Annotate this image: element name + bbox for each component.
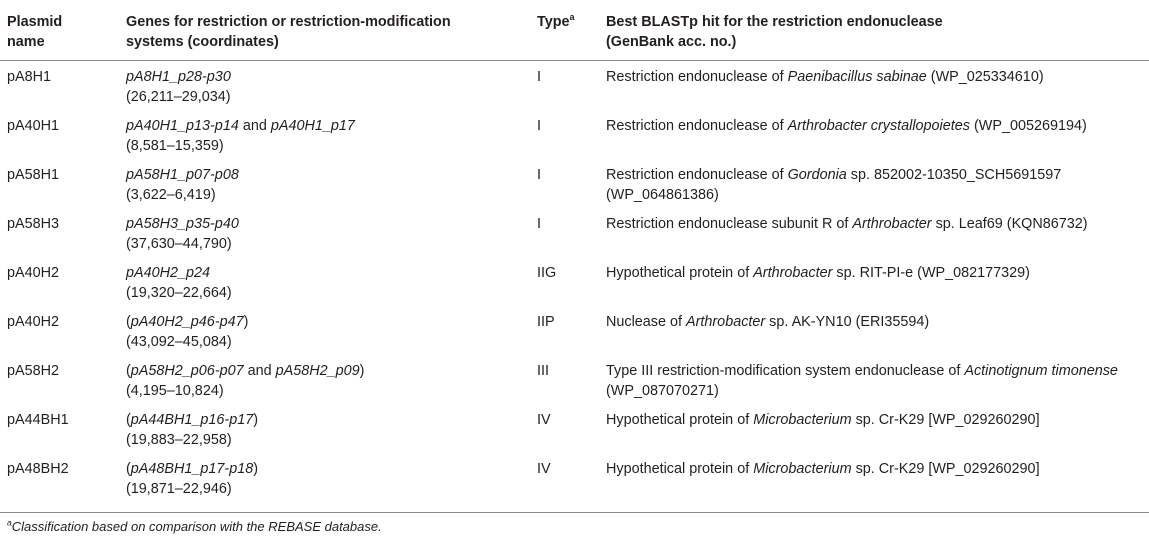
blastp-hit-segment: Arthrobacter [852, 216, 932, 232]
blastp-hit-segment: Microbacterium [753, 412, 852, 428]
blastp-hit-segment: Arthrobacter crystallopoietes [787, 118, 970, 134]
blastp-hit-cell [606, 165, 1061, 205]
blastp-hit-segment: Arthrobacter [686, 314, 766, 330]
plasmid-name-cell [7, 263, 59, 283]
type-cell [537, 263, 556, 283]
type-cell [537, 165, 541, 185]
genes-cell [126, 214, 239, 254]
blastp-hit-cell [606, 361, 1118, 401]
plasmid-name: pA44BH1 [7, 412, 69, 428]
blastp-hit-line [606, 185, 1061, 205]
plasmid-name: pA58H2 [7, 363, 60, 379]
genes-cell [126, 116, 355, 156]
gene-identifiers [126, 459, 258, 479]
gene-segment: pA58H2_p09 [275, 363, 360, 379]
blastp-hit-cell [606, 67, 1044, 87]
blastp-hit-segment: (WP_064861386) [606, 187, 719, 203]
gene-coordinates: (19,883–22,958) [126, 432, 232, 448]
blastp-hit-segment: Restriction endonuclease of [606, 69, 788, 85]
genes-cell [126, 67, 231, 107]
table-row [0, 257, 1149, 306]
blastp-hit-segment: Hypothetical protein of [606, 461, 754, 477]
plasmid-name: pA58H1 [7, 167, 60, 183]
rm-type: I [537, 216, 541, 232]
header-genes: Genes for restriction or restriction-modification systems (coordinates) [126, 14, 451, 50]
gene-segment: pA40H1_p17 [270, 118, 355, 134]
blastp-hit-segment: sp. Leaf69 (KQN86732) [931, 216, 1088, 232]
blastp-hit-cell [606, 312, 929, 332]
gene-coordinates: (37,630–44,790) [126, 236, 232, 252]
blastp-hit-segment: Paenibacillus sabinae [787, 69, 927, 85]
rm-type: IIP [537, 314, 555, 330]
header-type: Type$^a$ [537, 12, 575, 30]
gene-segment: pA58H3_p35-p40 [126, 216, 239, 232]
gene-segment: pA44BH1_p16-p17 [130, 412, 254, 428]
table-row [0, 208, 1149, 257]
plasmid-name: pA40H2 [7, 265, 60, 281]
table-row [0, 404, 1149, 453]
blastp-hit-segment: Type III restriction-modification system endonuclease of [606, 363, 965, 379]
blastp-hit-cell [606, 410, 1040, 430]
plasmid-name: pA58H3 [7, 216, 60, 232]
gene-coordinates: (19,320–22,664) [126, 285, 232, 301]
type-cell [537, 459, 551, 479]
footnote-text: Classification based on comparison with the REBASE database. [11, 519, 382, 534]
gene-identifiers [126, 214, 239, 234]
rm-type: I [537, 167, 541, 183]
gene-coordinates: (43,092–45,084) [126, 334, 232, 350]
blastp-hit-segment: Restriction endonuclease subunit R of [606, 216, 853, 232]
header-type-footnote-marker: a [569, 12, 575, 23]
plasmid-name: pA40H2 [7, 314, 60, 330]
gene-segment: ) [253, 412, 259, 428]
plasmid-name: pA40H1 [7, 118, 60, 134]
blastp-hit-segment: sp. Cr-K29 [WP_029260290] [851, 412, 1040, 428]
genes-cell [126, 312, 248, 352]
header-blastp-hit: Best BLASTp hit for the restriction endonuclease (GenBank acc. no.) [606, 14, 943, 50]
plasmid-name-cell [7, 214, 59, 234]
type-cell [537, 312, 555, 332]
blastp-hit-cell [606, 214, 1088, 234]
gene-identifiers [126, 116, 355, 136]
header-plasmid-name: Plasmid name [7, 14, 63, 50]
table-bottom-rule [0, 512, 1149, 513]
gene-segment: ) [253, 461, 259, 477]
blastp-hit-segment: sp. AK-YN10 (ERI35594) [765, 314, 930, 330]
gene-segment: ( [126, 314, 131, 330]
blastp-hit-segment: Restriction endonuclease of [606, 167, 788, 183]
blastp-hit-segment: Arthrobacter [753, 265, 833, 281]
blastp-hit-cell [606, 459, 1040, 479]
blastp-hit-segment: Hypothetical protein of [606, 412, 754, 428]
blastp-hit-line [606, 459, 1040, 479]
gene-identifiers [126, 361, 364, 381]
type-cell [537, 361, 549, 381]
gene-segment: and [243, 363, 276, 379]
table-row [0, 61, 1149, 110]
plasmid-name-cell [7, 165, 59, 185]
gene-segment: ( [126, 461, 131, 477]
plasmid-name-cell [7, 361, 59, 381]
blastp-hit-segment: (WP_087070271) [606, 383, 719, 399]
gene-coordinates: (8,581–15,359) [126, 138, 224, 154]
blastp-hit-segment: Actinotignum timonense [964, 363, 1118, 379]
blastp-hit-cell [606, 263, 1030, 283]
gene-segment: pA40H2_p24 [126, 265, 211, 281]
blastp-hit-segment: Microbacterium [753, 461, 852, 477]
gene-segment: pA58H2_p06-p07 [130, 363, 244, 379]
table-body [0, 61, 1149, 502]
blastp-hit-segment: Nuclease of [606, 314, 686, 330]
genes-cell [126, 361, 364, 401]
gene-identifiers [126, 263, 232, 283]
gene-segment: pA48BH1_p17-p18 [130, 461, 254, 477]
gene-identifiers [126, 410, 258, 430]
plasmid-name-cell [7, 312, 59, 332]
type-cell [537, 410, 551, 430]
blastp-hit-segment: Hypothetical protein of [606, 265, 754, 281]
footnote-marker: a [7, 517, 12, 528]
gene-segment: pA8H1_p28-p30 [126, 69, 231, 85]
gene-coordinates: (3,622–6,419) [126, 187, 216, 203]
plasmid-name-cell [7, 410, 69, 430]
gene-identifiers [126, 312, 248, 332]
blastp-hit-segment: sp. 852002-10350_SCH5691597 [846, 167, 1062, 183]
genes-cell [126, 165, 239, 205]
blastp-hit-line [606, 381, 1118, 401]
gene-coordinates: (26,211–29,034) [126, 89, 231, 105]
table-footnote [7, 518, 382, 536]
plasmid-name-cell [7, 116, 59, 136]
blastp-hit-line [606, 116, 1087, 136]
genes-cell [126, 459, 258, 499]
table-row [0, 453, 1149, 502]
table-row [0, 110, 1149, 159]
rm-type: I [537, 118, 541, 134]
gene-coordinates: (4,195–10,824) [126, 383, 224, 399]
plasmid-name-cell [7, 459, 69, 479]
blastp-hit-line [606, 214, 1088, 234]
table-row [0, 306, 1149, 355]
type-cell [537, 67, 541, 87]
gene-segment: ( [126, 363, 131, 379]
gene-coordinates: (19,871–22,946) [126, 481, 232, 497]
plasmid-name: pA48BH2 [7, 461, 69, 477]
table-row [0, 355, 1149, 404]
rm-type: IIG [537, 265, 557, 281]
rm-type: IV [537, 461, 551, 477]
blastp-hit-line [606, 165, 1061, 185]
blastp-hit-line [606, 410, 1040, 430]
rm-type: I [537, 69, 541, 85]
blastp-hit-line [606, 361, 1118, 381]
blastp-hit-line [606, 312, 929, 332]
blastp-hit-segment: sp. Cr-K29 [WP_029260290] [851, 461, 1040, 477]
type-cell [537, 214, 541, 234]
blastp-hit-line [606, 263, 1030, 283]
blastp-hit-cell [606, 116, 1087, 136]
gene-segment: pA40H1_p13-p14 [126, 118, 239, 134]
rm-type: III [537, 363, 549, 379]
blastp-hit-line [606, 67, 1044, 87]
gene-identifiers [126, 165, 239, 185]
genes-cell [126, 410, 258, 450]
blastp-hit-segment: (WP_005269194) [969, 118, 1087, 134]
gene-segment: and [238, 118, 271, 134]
plasmid-name: pA8H1 [7, 69, 52, 85]
table-row [0, 159, 1149, 208]
plasmid-name-cell [7, 67, 51, 87]
blastp-hit-segment: sp. RIT-PI-e (WP_082177329) [832, 265, 1030, 281]
rm-type: IV [537, 412, 551, 428]
gene-segment: pA58H1_p07-p08 [126, 167, 239, 183]
gene-segment: pA40H2_p46-p47 [130, 314, 244, 330]
genes-cell [126, 263, 232, 303]
gene-segment: ( [126, 412, 131, 428]
gene-segment: ) [359, 363, 365, 379]
blastp-hit-segment: Gordonia [787, 167, 847, 183]
gene-identifiers [126, 67, 231, 87]
blastp-hit-segment: (WP_025334610) [926, 69, 1044, 85]
blastp-hit-segment: Restriction endonuclease of [606, 118, 788, 134]
type-cell [537, 116, 541, 136]
gene-segment: ) [243, 314, 249, 330]
table-header [0, 0, 1149, 61]
